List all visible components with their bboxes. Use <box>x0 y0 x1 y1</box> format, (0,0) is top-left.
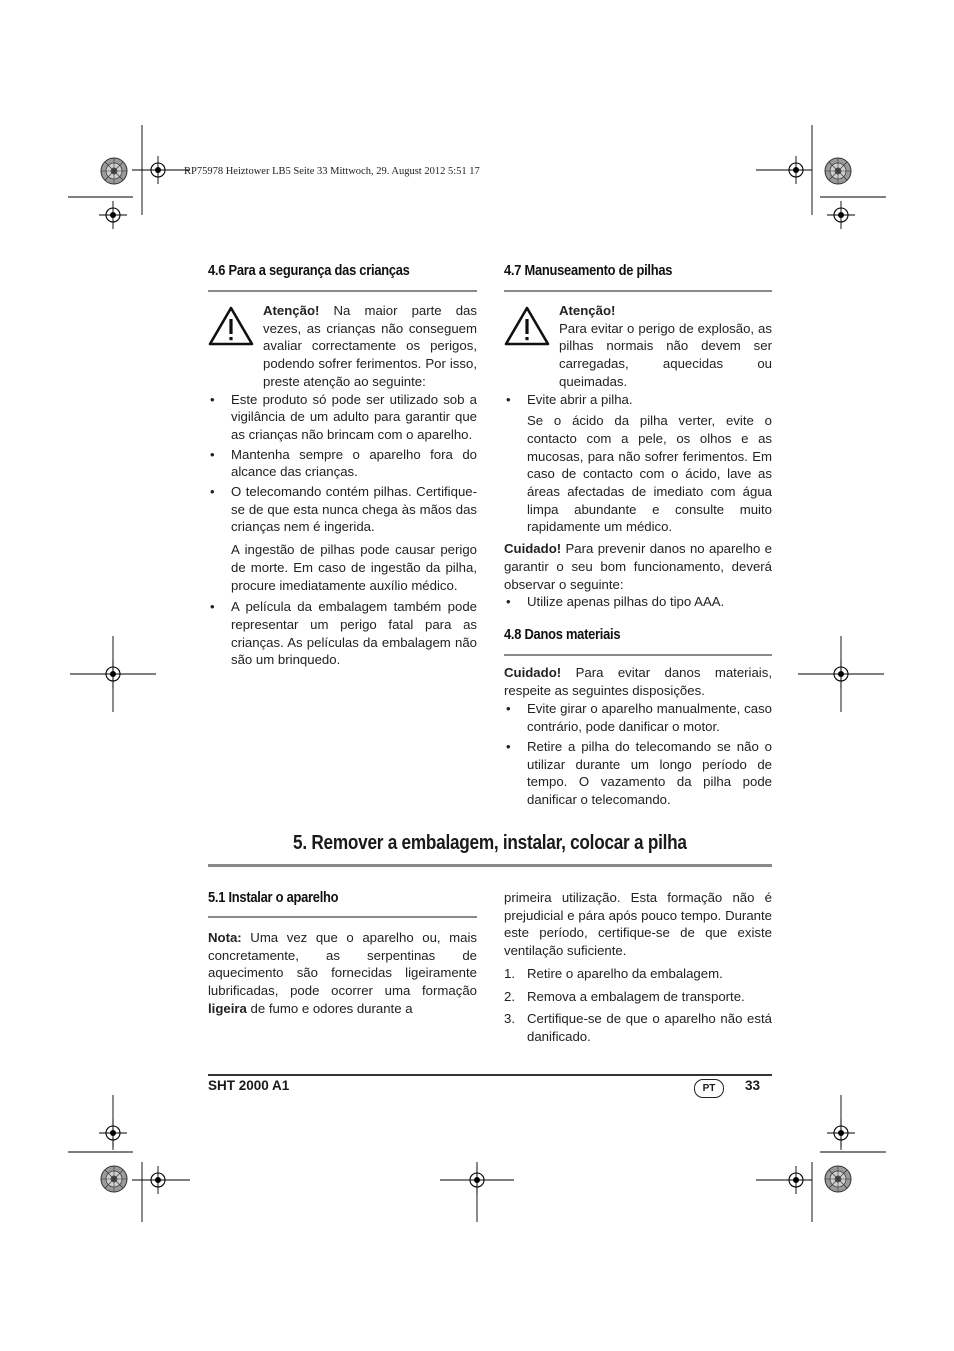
language-badge: PT <box>694 1079 724 1098</box>
note-continuation: primeira utilização. Esta formação não é prejudicial e pára após pouco tempo. Durante este período, certifique-se de que existe ventilação suficiente. <box>504 890 772 959</box>
note-paragraph <box>208 929 477 1018</box>
list-item: • Este produto só pode ser utilizado sob a vigilância de um adulto para garantir que as crianças não brincam com o aparelho. <box>208 391 477 444</box>
footer-rule <box>208 1074 772 1076</box>
page-number: 33 <box>745 1078 761 1093</box>
caution-label: Cuidado! <box>504 541 562 557</box>
section-title-4-6: 4.6 Para a segurança das crianças <box>208 262 410 279</box>
warning-label: Atenção! <box>263 303 320 318</box>
step-number: 1. <box>504 965 515 981</box>
section-rule <box>208 916 477 918</box>
indented-paragraph: Se o ácido da pilha verter, evite o contacto com a pele, os olhos e as mucosas, para não sofrer ferimentos. Em caso de contacto com o ácido, lave as áreas afectadas de imediato com água limpa abundante e consulte muito rapidamente um médico. <box>527 413 772 535</box>
warning-text: Para evitar o perigo de explosão, as pilhas normais não devem ser carregadas, aquecidas ou queimadas. <box>559 320 772 389</box>
bullet-list <box>208 598 477 669</box>
list-item: • O telecomando contém pilhas. Certifique-se de que esta nunca chega às mãos das crianças nem é ingerida. <box>208 483 477 536</box>
section-title-5-1: 5.1 Instalar o aparelho <box>208 889 339 906</box>
section-title-4-8: 4.8 Danos materiais <box>504 626 621 643</box>
section-rule <box>208 290 477 292</box>
chapter-rule <box>208 864 772 867</box>
warning-block <box>208 302 477 391</box>
footer-model: SHT 2000 A1 <box>208 1078 290 1093</box>
warning-block <box>504 302 772 391</box>
caution-text: Para prevenir danos no aparelho e garantir o seu bom funcionamento, deverá observar o seguinte: <box>504 541 772 592</box>
numbered-steps <box>504 965 772 1046</box>
section-5-1-continued <box>504 889 772 1046</box>
list-item: • Evite abrir a pilha. <box>504 391 772 409</box>
caution-paragraph <box>504 664 772 699</box>
note-bold-word: ligeira <box>208 1000 247 1016</box>
caution-paragraph <box>504 540 772 593</box>
list-item: • A película da embalagem também pode representar um perigo fatal para as crianças. As películas da embalagem não são um brinquedo. <box>208 598 477 669</box>
note-text-after: de fumo e odores durante a <box>250 1000 413 1016</box>
bullet-list <box>504 593 772 611</box>
bullet-list <box>504 391 772 409</box>
step-text: Remova a embalagem de transporte. <box>527 988 745 1004</box>
chapter-title: 5. Remover a embalagem, instalar, colocar a pilha <box>293 832 687 854</box>
step-text: Certifique-se de que o aparelho não está danificado. <box>527 1011 772 1044</box>
step-number: 2. <box>504 988 515 1004</box>
section-4-6-body <box>208 302 477 669</box>
step-text: Retire o aparelho da embalagem. <box>527 965 723 981</box>
section-title-4-7: 4.7 Manuseamento de pilhas <box>504 262 673 279</box>
note-text: Uma vez que o aparelho ou, mais concretamente, as serpentinas de aquecimento são fornecidas ligeiramente lubrificadas, pode ocorrer uma formação <box>208 930 477 999</box>
caution-text: Para evitar danos materiais, respeite as seguintes disposições. <box>504 665 772 698</box>
list-item: • Utilize apenas pilhas do tipo AAA. <box>504 593 772 611</box>
bullet-list <box>504 700 772 808</box>
list-item: • Retire a pilha do telecomando se não o utilizar durante um longo período de tempo. O vazamento da pilha pode danificar o telecomando. <box>504 738 772 809</box>
bullet-list <box>208 391 477 537</box>
step-number: 3. <box>504 1011 515 1027</box>
note-label: Nota: <box>208 930 242 945</box>
warning-label: Atenção! <box>559 303 616 318</box>
list-item: • Mantenha sempre o aparelho fora do alcance das crianças. <box>208 446 477 481</box>
caution-label: Cuidado! <box>504 665 562 680</box>
print-header: RP75978 Heiztower LB5 Seite 33 Mittwoch, 29. August 2012 5:51 17 <box>184 166 480 177</box>
step-item <box>504 988 772 1006</box>
list-item: • Evite girar o aparelho manualmente, caso contrário, pode danificar o motor. <box>504 700 772 735</box>
section-5-1-note <box>208 929 477 1018</box>
step-item <box>504 965 772 983</box>
section-rule <box>504 290 772 292</box>
step-item <box>504 1010 772 1045</box>
warning-text: Na maior parte das vezes, as crianças não conseguem avaliar correctamente os perigos, podendo sofrer ferimentos. Por isso, preste atenção ao seguinte: <box>263 303 477 389</box>
warning-triangle-icon <box>504 306 550 346</box>
section-4-8-body <box>504 664 772 809</box>
section-4-7-body <box>504 302 772 611</box>
indented-paragraph: A ingestão de pilhas pode causar perigo de morte. Em caso de ingestão da pilha, procure imediatamente auxílio médico. <box>231 542 477 593</box>
section-rule <box>504 654 772 656</box>
warning-triangle-icon <box>208 306 254 346</box>
